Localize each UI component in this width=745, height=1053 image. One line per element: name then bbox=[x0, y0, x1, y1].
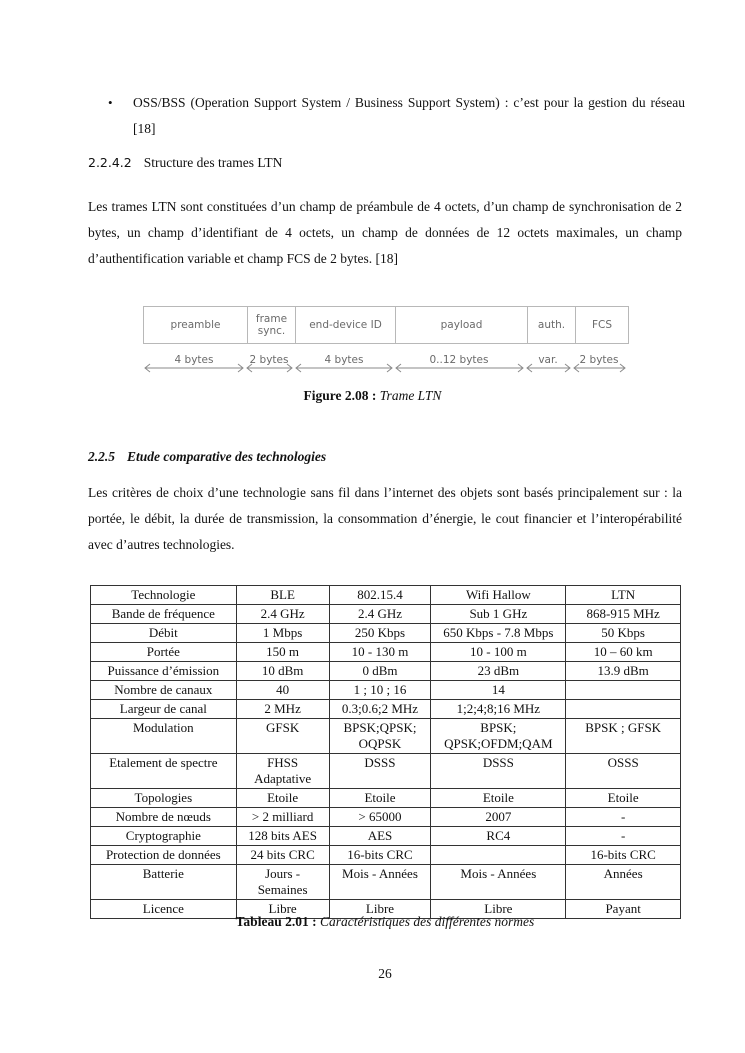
table-cell: 10 dBm bbox=[236, 662, 329, 681]
table-cell: 10 - 130 m bbox=[329, 643, 431, 662]
table-cell: 128 bits AES bbox=[236, 827, 329, 846]
table-cell bbox=[431, 846, 566, 865]
frame-field-fcs: FCS bbox=[591, 319, 613, 331]
table-cell: 868-915 MHz bbox=[566, 605, 681, 624]
table-row bbox=[91, 789, 681, 808]
table-caption bbox=[0, 914, 745, 930]
table-cell: Nombre de nœuds bbox=[91, 808, 237, 827]
table-row bbox=[91, 700, 681, 719]
table-cell: DSSS bbox=[329, 754, 431, 789]
table-cell: Bande de fréquence bbox=[91, 605, 237, 624]
table-cell: 40 bbox=[236, 681, 329, 700]
paragraph-frame-structure: Les trames LTN sont constituées d’un champ de préambule de 4 octets, d’un champ de synchronisation de 2 bytes, un champ d’identifiant de 4 octets, un champ de données de 12 octets maximales, un champ d’authentification variable et champ FCS de 2 bytes. [18] bbox=[88, 199, 682, 266]
table-row bbox=[91, 827, 681, 846]
table-cell: 14 bbox=[431, 681, 566, 700]
frame-field-sync: frame sync. bbox=[248, 307, 296, 343]
table-cell: 10 - 100 m bbox=[431, 643, 566, 662]
table-cell: Libre bbox=[431, 900, 566, 919]
table-cell: Jours - Semaines bbox=[236, 865, 329, 900]
frame-field-device-id: end-device ID bbox=[296, 307, 396, 343]
table-cell: 1;2;4;8;16 MHz bbox=[431, 700, 566, 719]
table-cell: 650 Kbps - 7.8 Mbps bbox=[431, 624, 566, 643]
table-cell: OSSS bbox=[566, 754, 681, 789]
table-cell: Mois - Années bbox=[329, 865, 431, 900]
subsection-heading bbox=[88, 155, 282, 171]
table-caption-text: Caractéristiques des différentes normes bbox=[319, 914, 535, 929]
table-cell: 13.9 dBm bbox=[566, 662, 681, 681]
table-cell: Etoile bbox=[566, 789, 681, 808]
table-row bbox=[91, 605, 681, 624]
table-cell: 24 bits CRC bbox=[236, 846, 329, 865]
table-cell: Sub 1 GHz bbox=[431, 605, 566, 624]
table-cell: 2 MHz bbox=[236, 700, 329, 719]
table-header-cell: BLE bbox=[236, 586, 329, 605]
table-cell: - bbox=[566, 808, 681, 827]
table-cell: Licence bbox=[91, 900, 237, 919]
table-cell: 50 Kbps bbox=[566, 624, 681, 643]
table-header-cell: Wifi Hallow bbox=[431, 586, 566, 605]
table-cell: 0 dBm bbox=[329, 662, 431, 681]
table-cell: 150 m bbox=[236, 643, 329, 662]
section-title: Etude comparative des technologies bbox=[127, 449, 327, 464]
table-cell: RC4 bbox=[431, 827, 566, 846]
table-cell: 0.3;0.6;2 MHz bbox=[329, 700, 431, 719]
table-row bbox=[91, 865, 681, 900]
table-header-cell: Technologie bbox=[91, 586, 237, 605]
table-cell: Cryptographie bbox=[91, 827, 237, 846]
section-number: 2.2.5 bbox=[88, 449, 115, 464]
table-cell: Puissance d’émission bbox=[91, 662, 237, 681]
table-cell: Payant bbox=[566, 900, 681, 919]
table-cell: Années bbox=[566, 865, 681, 900]
table-cell: Nombre de canaux bbox=[91, 681, 237, 700]
subsection-title: Structure des trames LTN bbox=[143, 155, 283, 170]
table-cell: Libre bbox=[329, 900, 431, 919]
table-cell: Portée bbox=[91, 643, 237, 662]
table-cell: BPSK ; GFSK bbox=[566, 719, 681, 754]
size-label-device-id: 4 bytes bbox=[324, 354, 364, 366]
table-cell: > 2 milliard bbox=[236, 808, 329, 827]
frame-size-arrows bbox=[143, 306, 629, 376]
table-row bbox=[91, 643, 681, 662]
table-row bbox=[91, 681, 681, 700]
table-row bbox=[91, 754, 681, 789]
table-caption-label: Tableau 2.01 : bbox=[235, 914, 317, 929]
table-cell: DSSS bbox=[431, 754, 566, 789]
table-cell: Etoile bbox=[236, 789, 329, 808]
subsection-number: 2.2.4.2 bbox=[88, 155, 132, 170]
table-row bbox=[91, 719, 681, 754]
table-cell: > 65000 bbox=[329, 808, 431, 827]
ltn-frame-diagram bbox=[143, 306, 629, 376]
table-cell: 1 Mbps bbox=[236, 624, 329, 643]
table-cell: Libre bbox=[236, 900, 329, 919]
size-label-preamble: 4 bytes bbox=[174, 354, 214, 366]
size-label-payload: 0..12 bytes bbox=[429, 354, 489, 366]
table-row bbox=[91, 624, 681, 643]
bullet-dot-icon: • bbox=[108, 95, 113, 110]
comparison-table bbox=[90, 585, 681, 919]
table-cell: Topologies bbox=[91, 789, 237, 808]
table-cell: 10 – 60 km bbox=[566, 643, 681, 662]
page-number: 26 bbox=[378, 966, 392, 981]
table-cell: Débit bbox=[91, 624, 237, 643]
table-cell: 250 Kbps bbox=[329, 624, 431, 643]
table-cell: 16-bits CRC bbox=[566, 846, 681, 865]
table-row bbox=[91, 808, 681, 827]
table-header-cell: LTN bbox=[566, 586, 681, 605]
size-label-fcs: 2 bytes bbox=[579, 354, 619, 366]
figure-caption bbox=[0, 388, 745, 404]
section-heading bbox=[88, 449, 326, 465]
table-cell: 23 dBm bbox=[431, 662, 566, 681]
table-cell: Modulation bbox=[91, 719, 237, 754]
table-cell: BPSK; QPSK;OFDM;QAM bbox=[431, 719, 566, 754]
frame-field-preamble: preamble bbox=[144, 307, 248, 343]
table-cell: Mois - Années bbox=[431, 865, 566, 900]
table-cell: Etoile bbox=[431, 789, 566, 808]
table-row bbox=[91, 846, 681, 865]
paragraph-comparison-criteria: Les critères de choix d’une technologie sans fil dans l’internet des objets sont basés principalement sur : la portée, le débit, la durée de transmission, la consommation d’énergie, le cout financier et l’interopérabilité avec d’autres technologies. bbox=[88, 485, 682, 552]
table-cell: Batterie bbox=[91, 865, 237, 900]
table-cell: BPSK;QPSK; OQPSK bbox=[329, 719, 431, 754]
table-cell: 1 ; 10 ; 16 bbox=[329, 681, 431, 700]
table-cell bbox=[566, 700, 681, 719]
figure-caption-label: Figure 2.08 : bbox=[303, 388, 377, 403]
size-label-sync: 2 bytes bbox=[249, 354, 289, 366]
table-cell: 2.4 GHz bbox=[236, 605, 329, 624]
table-cell: Largeur de canal bbox=[91, 700, 237, 719]
table-cell: - bbox=[566, 827, 681, 846]
table-cell: FHSS Adaptative bbox=[236, 754, 329, 789]
table-row bbox=[91, 662, 681, 681]
table-cell: 2007 bbox=[431, 808, 566, 827]
frame-field-payload: payload bbox=[396, 307, 528, 343]
table-cell: Protection de données bbox=[91, 846, 237, 865]
frame-field-auth: auth. bbox=[528, 307, 576, 343]
table-header-cell: 802.15.4 bbox=[329, 586, 431, 605]
figure-caption-text: Trame LTN bbox=[379, 388, 442, 403]
table-cell: Etoile bbox=[329, 789, 431, 808]
table-cell: 2.4 GHz bbox=[329, 605, 431, 624]
table-cell: GFSK bbox=[236, 719, 329, 754]
size-label-auth: var. bbox=[538, 354, 558, 366]
table-cell: Etalement de spectre bbox=[91, 754, 237, 789]
table-cell: 16-bits CRC bbox=[329, 846, 431, 865]
table-cell: AES bbox=[329, 827, 431, 846]
table-header-row bbox=[91, 586, 681, 605]
bullet-item bbox=[108, 90, 685, 142]
bullet-text: OSS/BSS (Operation Support System / Business Support System) : c’est pour la gestion du réseau [18] bbox=[133, 95, 685, 136]
table-cell bbox=[566, 681, 681, 700]
